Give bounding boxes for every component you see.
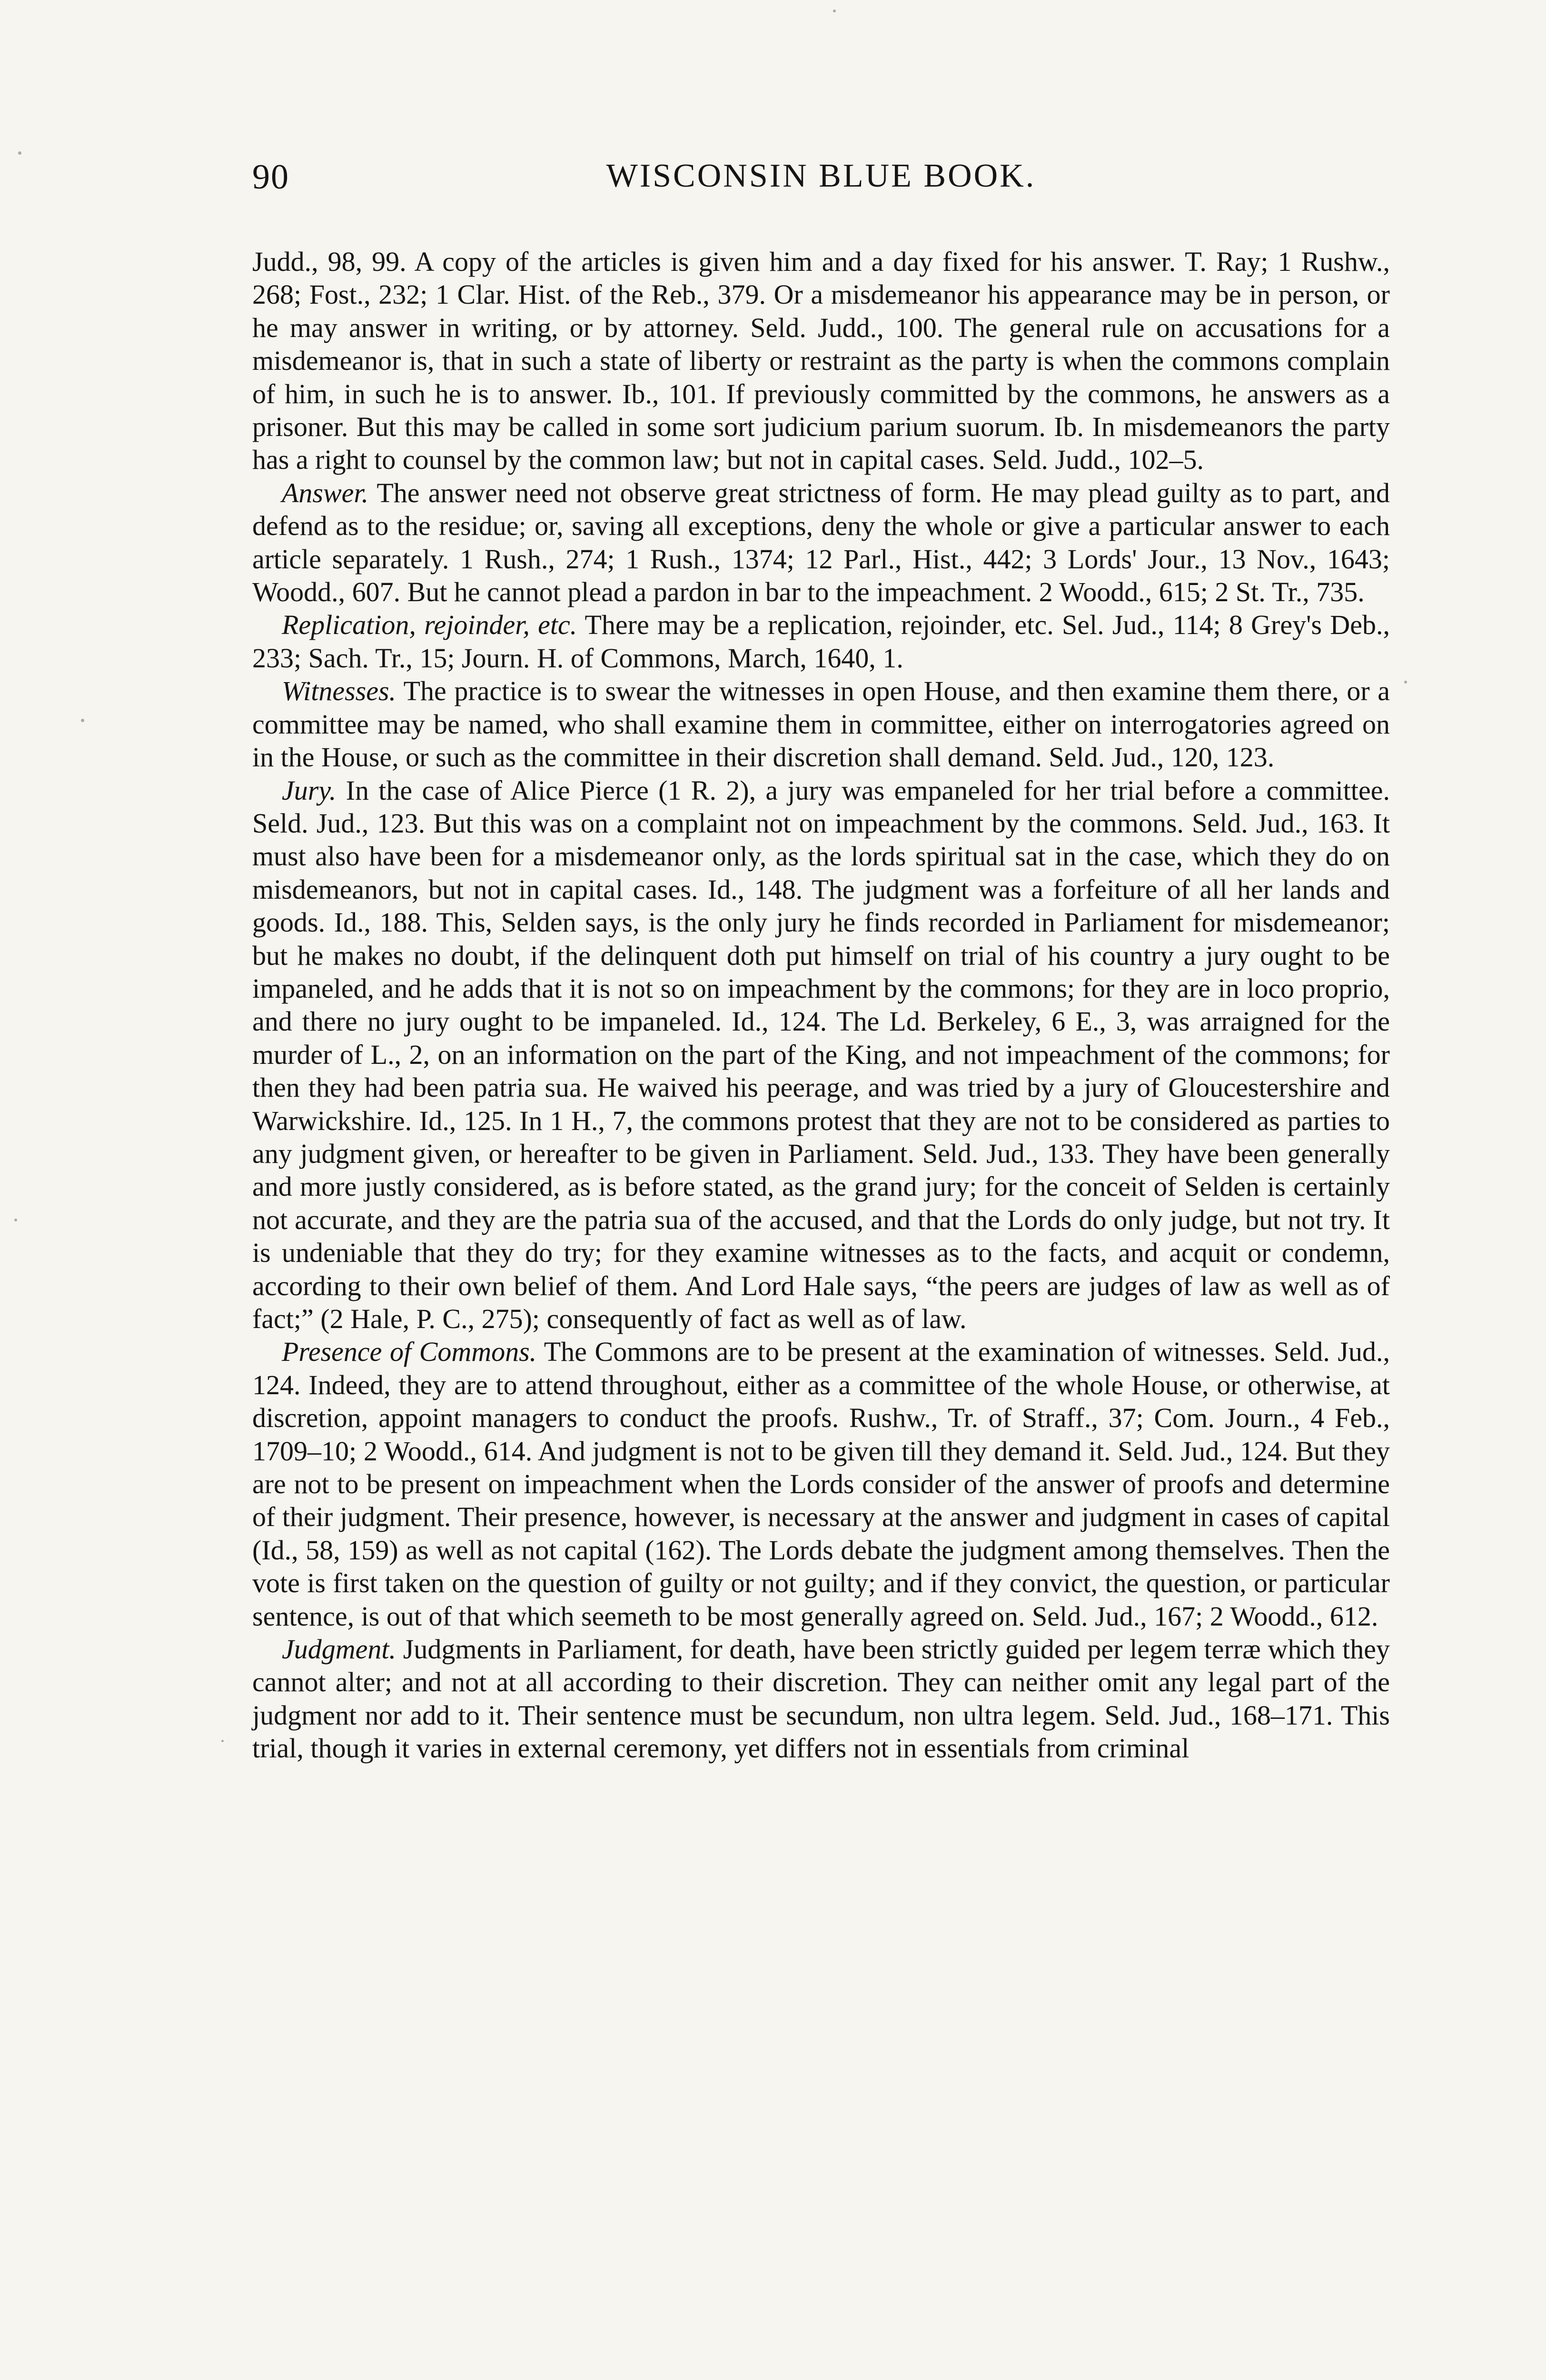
paragraph-heading: Replication, rejoinder, etc.: [282, 609, 577, 641]
paragraph-heading: Answer.: [282, 477, 369, 508]
paragraph-continuation: [252, 245, 1390, 476]
paragraph-jury: [252, 774, 1390, 1336]
ink-speck: [1404, 681, 1407, 684]
paragraph-heading: Jury.: [282, 774, 337, 806]
paragraph-text: There may be a replication, rejoinder, etc. Sel. Jud., 114; 8 Grey's Deb., 233; Sach. Tr., 15; Journ. H. of Commons, March, 1640, 1.: [252, 609, 1390, 674]
running-title: WISCONSIN BLUE BOOK.: [606, 158, 1036, 194]
paragraph-text: Judgments in Parliament, for death, have been strictly guided per legem terræ which they cannot alter; and not at all according to their discretion. They can neither omit any legal part of the judgment nor add to it. Their sentence must be secundum, non ultra legem. Seld. Jud., 168–171. This trial, though it varies in external ceremony, yet differs not in essentials from criminal: [252, 1634, 1390, 1764]
page-number: 90: [252, 158, 289, 197]
ink-speck: [833, 10, 836, 12]
paragraph-heading: Judgment.: [282, 1634, 396, 1665]
paragraph-heading: Presence of Commons.: [282, 1336, 537, 1368]
page-header: [252, 157, 1390, 209]
ink-speck: [14, 1219, 17, 1221]
paragraph-text: The answer need not observe great strictness of form. He may plead guilty as to part, and defend as to the residue; or, saving all exceptions, deny the whole or give a particular answer to each article separately. 1 Rush., 274; 1 Rush., 1374; 12 Parl., Hist., 442; 3 Lords' Jour., 13 Nov., 1643; Woodd., 607. But he cannot plead a pardon in bar to the impeachment. 2 Woodd., 615; 2 St. Tr., 735.: [252, 477, 1390, 608]
ink-speck: [221, 1740, 224, 1742]
paragraph-text: Judd., 98, 99. A copy of the articles is given him and a day fixed for his answer. T. Ray; 1 Rushw., 268; Fost., 232; 1 Clar. Hist. of the Reb., 379. Or a misdemeanor his appearance may be in person, or he may answer in writing, or by attorney. Seld. Judd., 100. The general rule on accusations for a misdemeanor is, that in such a state of liberty or restraint as the party is when the commons complain of him, in such he is to answer. Ib., 101. If previously committed by the commons, he answers as a prisoner. But this may be called in some sort judicium parium suorum. Ib. In misdemeanors the party has a right to counsel by the common law; but not in capital cases. Seld. Judd., 102–5.: [252, 246, 1390, 476]
paragraph-answer: [252, 476, 1390, 609]
body-text: [252, 245, 1390, 1765]
paragraph-replication: [252, 608, 1390, 674]
ink-speck: [18, 151, 21, 155]
paragraph-text: In the case of Alice Pierce (1 R. 2), a jury was empaneled for her trial before a committee. Seld. Jud., 123. But this was on a complaint not on impeachment by the commons. Seld. Jud., 163. It must also have been for a misdemeanor only, as the lords spiritual sat in the case, which they do on misdemeanors, but not in capital cases. Id., 148. The judgment was a forfeiture of all her lands and goods. Id., 188. This, Selden says, is the only jury he finds recorded in Parliament for misdemeanor; but he makes no doubt, if the delinquent doth put himself on trial of his country a jury ought to be impaneled, and he adds that it is not so on impeachment by the commons; for they are in loco proprio, and there no jury ought to be impaneled. Id., 124. The Ld. Berkeley, 6 E., 3, was arraigned for the murder of L., 2, on an information on the part of the King, and not impeachment of the commons; for then they had been patria sua. He waived his peerage, and was tried by a jury of Gloucestershire and Warwickshire. Id., 125. In 1 H., 7, the commons protest that they are not to be considered as parties to any judgment given, or hereafter to be given in Parliament. Seld. Jud., 133. They have been generally and more justly considered, as is before stated, as the grand jury; for the conceit of Selden is certainly not accurate, and they are the patria sua of the accused, and that the Lords do only judge, but not try. It is undeniable that they do try; for they examine witnesses as to the facts, and acquit or condemn, according to their own belief of them. And Lord Hale says, “the peers are judges of law as well as of fact;” (2 Hale, P. C., 275); consequently of fact as well as of law.: [252, 774, 1390, 1334]
ink-speck: [81, 719, 84, 722]
paragraph-presence-of-commons: [252, 1335, 1390, 1633]
paragraph-judgment: [252, 1633, 1390, 1765]
paragraph-heading: Witnesses.: [282, 675, 396, 707]
paragraph-text: The practice is to swear the witnesses in open House, and then examine them there, or a committee may be named, who shall examine them in committee, either on interrogatories agreed on in the House, or such as the committee in their discretion shall demand. Seld. Jud., 120, 123.: [252, 675, 1390, 773]
paragraph-witnesses: [252, 674, 1390, 774]
paragraph-text: The Commons are to be present at the examination of witnesses. Seld. Jud., 124. Indeed, they are to attend throughout, either as a committee of the whole House, or otherwise, at discretion, appoint managers to conduct the proofs. Rushw., Tr. of Straff., 37; Com. Journ., 4 Feb., 1709–10; 2 Woodd., 614. And judgment is not to be given till they demand it. Seld. Jud., 124. But they are not to be present on impeachment when the Lords consider of the answer of proofs and determine of their judgment. Their presence, however, is necessary at the answer and judgment in cases of capital (Id., 58, 159) as well as not capital (162). The Lords debate the judgment among themselves. Then the vote is first taken on the question of guilty or not guilty; and if they convict, the question, or particular sentence, is out of that which seemeth to be most generally agreed on. Seld. Jud., 167; 2 Woodd., 612.: [252, 1336, 1390, 1632]
